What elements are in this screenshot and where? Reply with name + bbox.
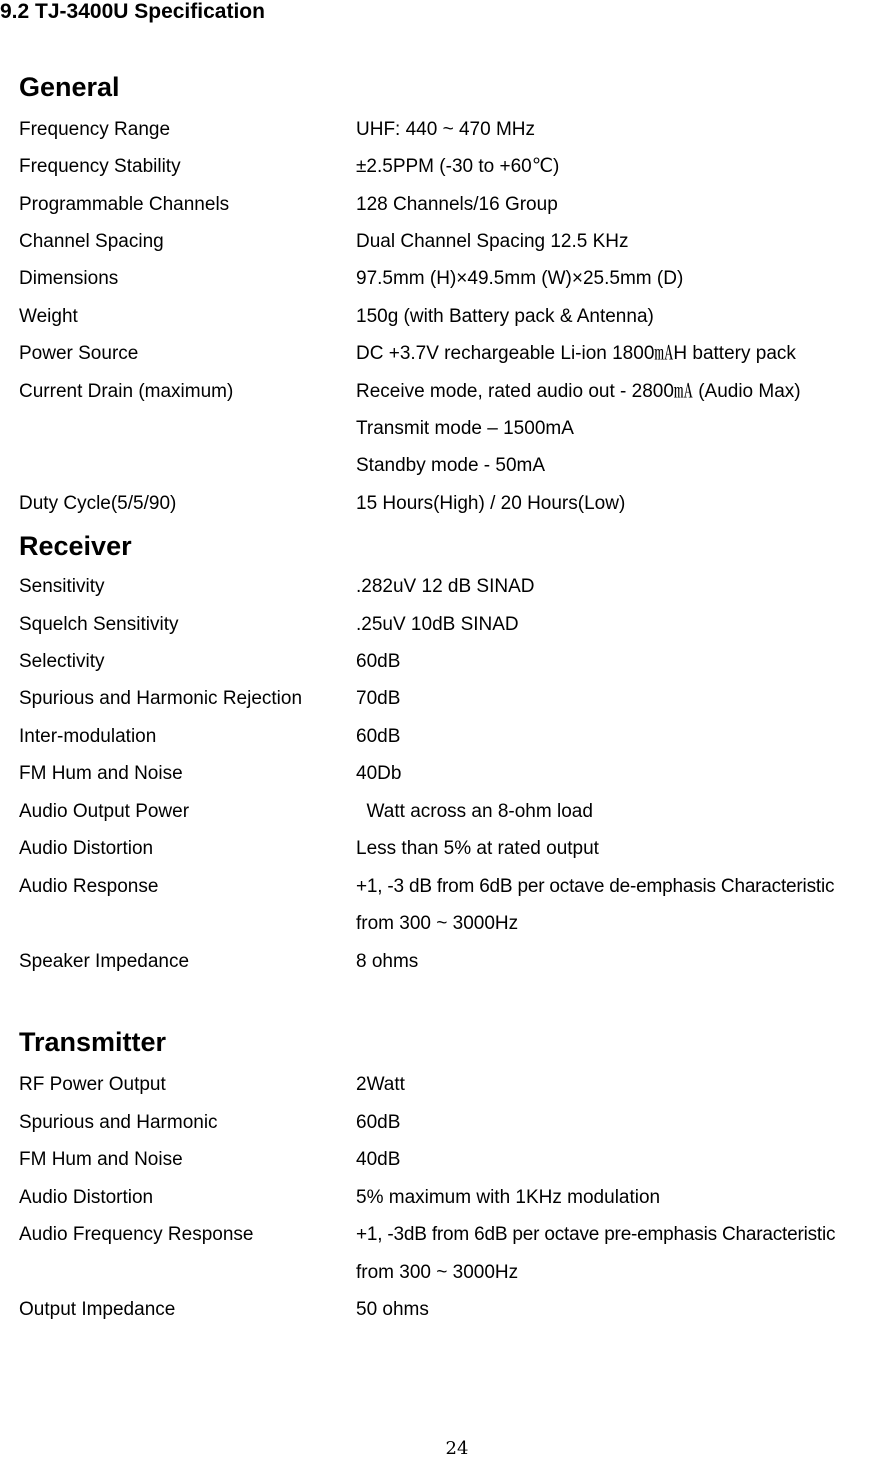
spec-value: 40Db [356,763,402,784]
spec-label: Audio Distortion [19,1187,154,1208]
spec-value: DC +3.7V rechargeable Li-ion 1800㎃H battery pack [356,343,796,364]
spec-label: Sensitivity [19,576,105,597]
spec-label: Dimensions [19,268,119,289]
spec-value: 8 ohms [356,951,419,972]
spec-label: FM Hum and Noise [19,763,183,784]
spec-label: Weight [19,306,78,327]
spec-label: Selectivity [19,651,105,672]
spec-label: Speaker Impedance [19,951,190,972]
spec-value: 70dB [356,688,401,709]
spec-label: RF Power Output [19,1074,166,1095]
spec-label: Frequency Stability [19,156,181,177]
spec-label: Channel Spacing [19,231,164,252]
spec-label: Spurious and Harmonic Rejection [19,688,303,709]
spec-value: .282uV 12 dB SINAD [356,576,535,597]
spec-value: 60dB [356,1112,401,1133]
spec-value: ±2.5PPM (-30 to +60℃) [356,156,560,177]
spec-value: from 300 ~ 3000Hz [356,913,519,934]
spec-label: Duty Cycle(5/5/90) [19,493,177,514]
spec-label: Audio Response [19,876,159,897]
spec-value: 40dB [356,1149,401,1170]
spec-value: 5% maximum with 1KHz modulation [356,1187,661,1208]
section-heading-transmitter: Transmitter [19,1027,167,1057]
spec-label: Spurious and Harmonic [19,1112,218,1133]
section-heading-receiver: Receiver [19,531,132,561]
spec-label: Audio Output Power [19,801,190,822]
spec-value: +1, -3dB from 6dB per octave pre-emphasis Characteristic [356,1224,836,1245]
spec-value: 50 ohms [356,1299,429,1320]
spec-label: Inter-modulation [19,726,157,747]
spec-label: Frequency Range [19,119,171,140]
spec-label: Power Source [19,343,139,364]
spec-value: Transmit mode – 1500mA [356,418,574,439]
page-number: 24 [445,1438,469,1459]
spec-label: Audio Frequency Response [19,1224,254,1245]
spec-value: Watt across an 8-ohm load [356,801,593,822]
page-title: 9.2 TJ-3400U Specification [0,0,265,23]
spec-value: Dual Channel Spacing 12.5 KHz [356,231,629,252]
spec-value: Less than 5% at rated output [356,838,599,859]
spec-label: Output Impedance [19,1299,176,1320]
spec-value: 60dB [356,726,401,747]
spec-value: Receive mode, rated audio out - 2800㎃ (Audio Max) [356,381,801,402]
spec-value: 15 Hours(High) / 20 Hours(Low) [356,493,626,514]
spec-label: Programmable Channels [19,194,230,215]
spec-value: 2Watt [356,1074,405,1095]
spec-value: 128 Channels/16 Group [356,194,558,215]
spec-value: 60dB [356,651,401,672]
section-heading-general: General [19,72,120,102]
spec-label: Squelch Sensitivity [19,614,179,635]
spec-value: 150g (with Battery pack & Antenna) [356,306,654,327]
spec-value: +1, -3 dB from 6dB per octave de-emphasis Characteristic [356,876,835,897]
spec-value: .25uV 10dB SINAD [356,614,519,635]
spec-value: UHF: 440 ~ 470 MHz [356,119,535,140]
spec-label: FM Hum and Noise [19,1149,183,1170]
spec-label: Audio Distortion [19,838,154,859]
spec-value: 97.5mm (H)×49.5mm (W)×25.5mm (D) [356,268,684,289]
spec-label: Current Drain (maximum) [19,381,234,402]
spec-value: Standby mode - 50mA [356,455,546,476]
spec-value: from 300 ~ 3000Hz [356,1262,519,1283]
